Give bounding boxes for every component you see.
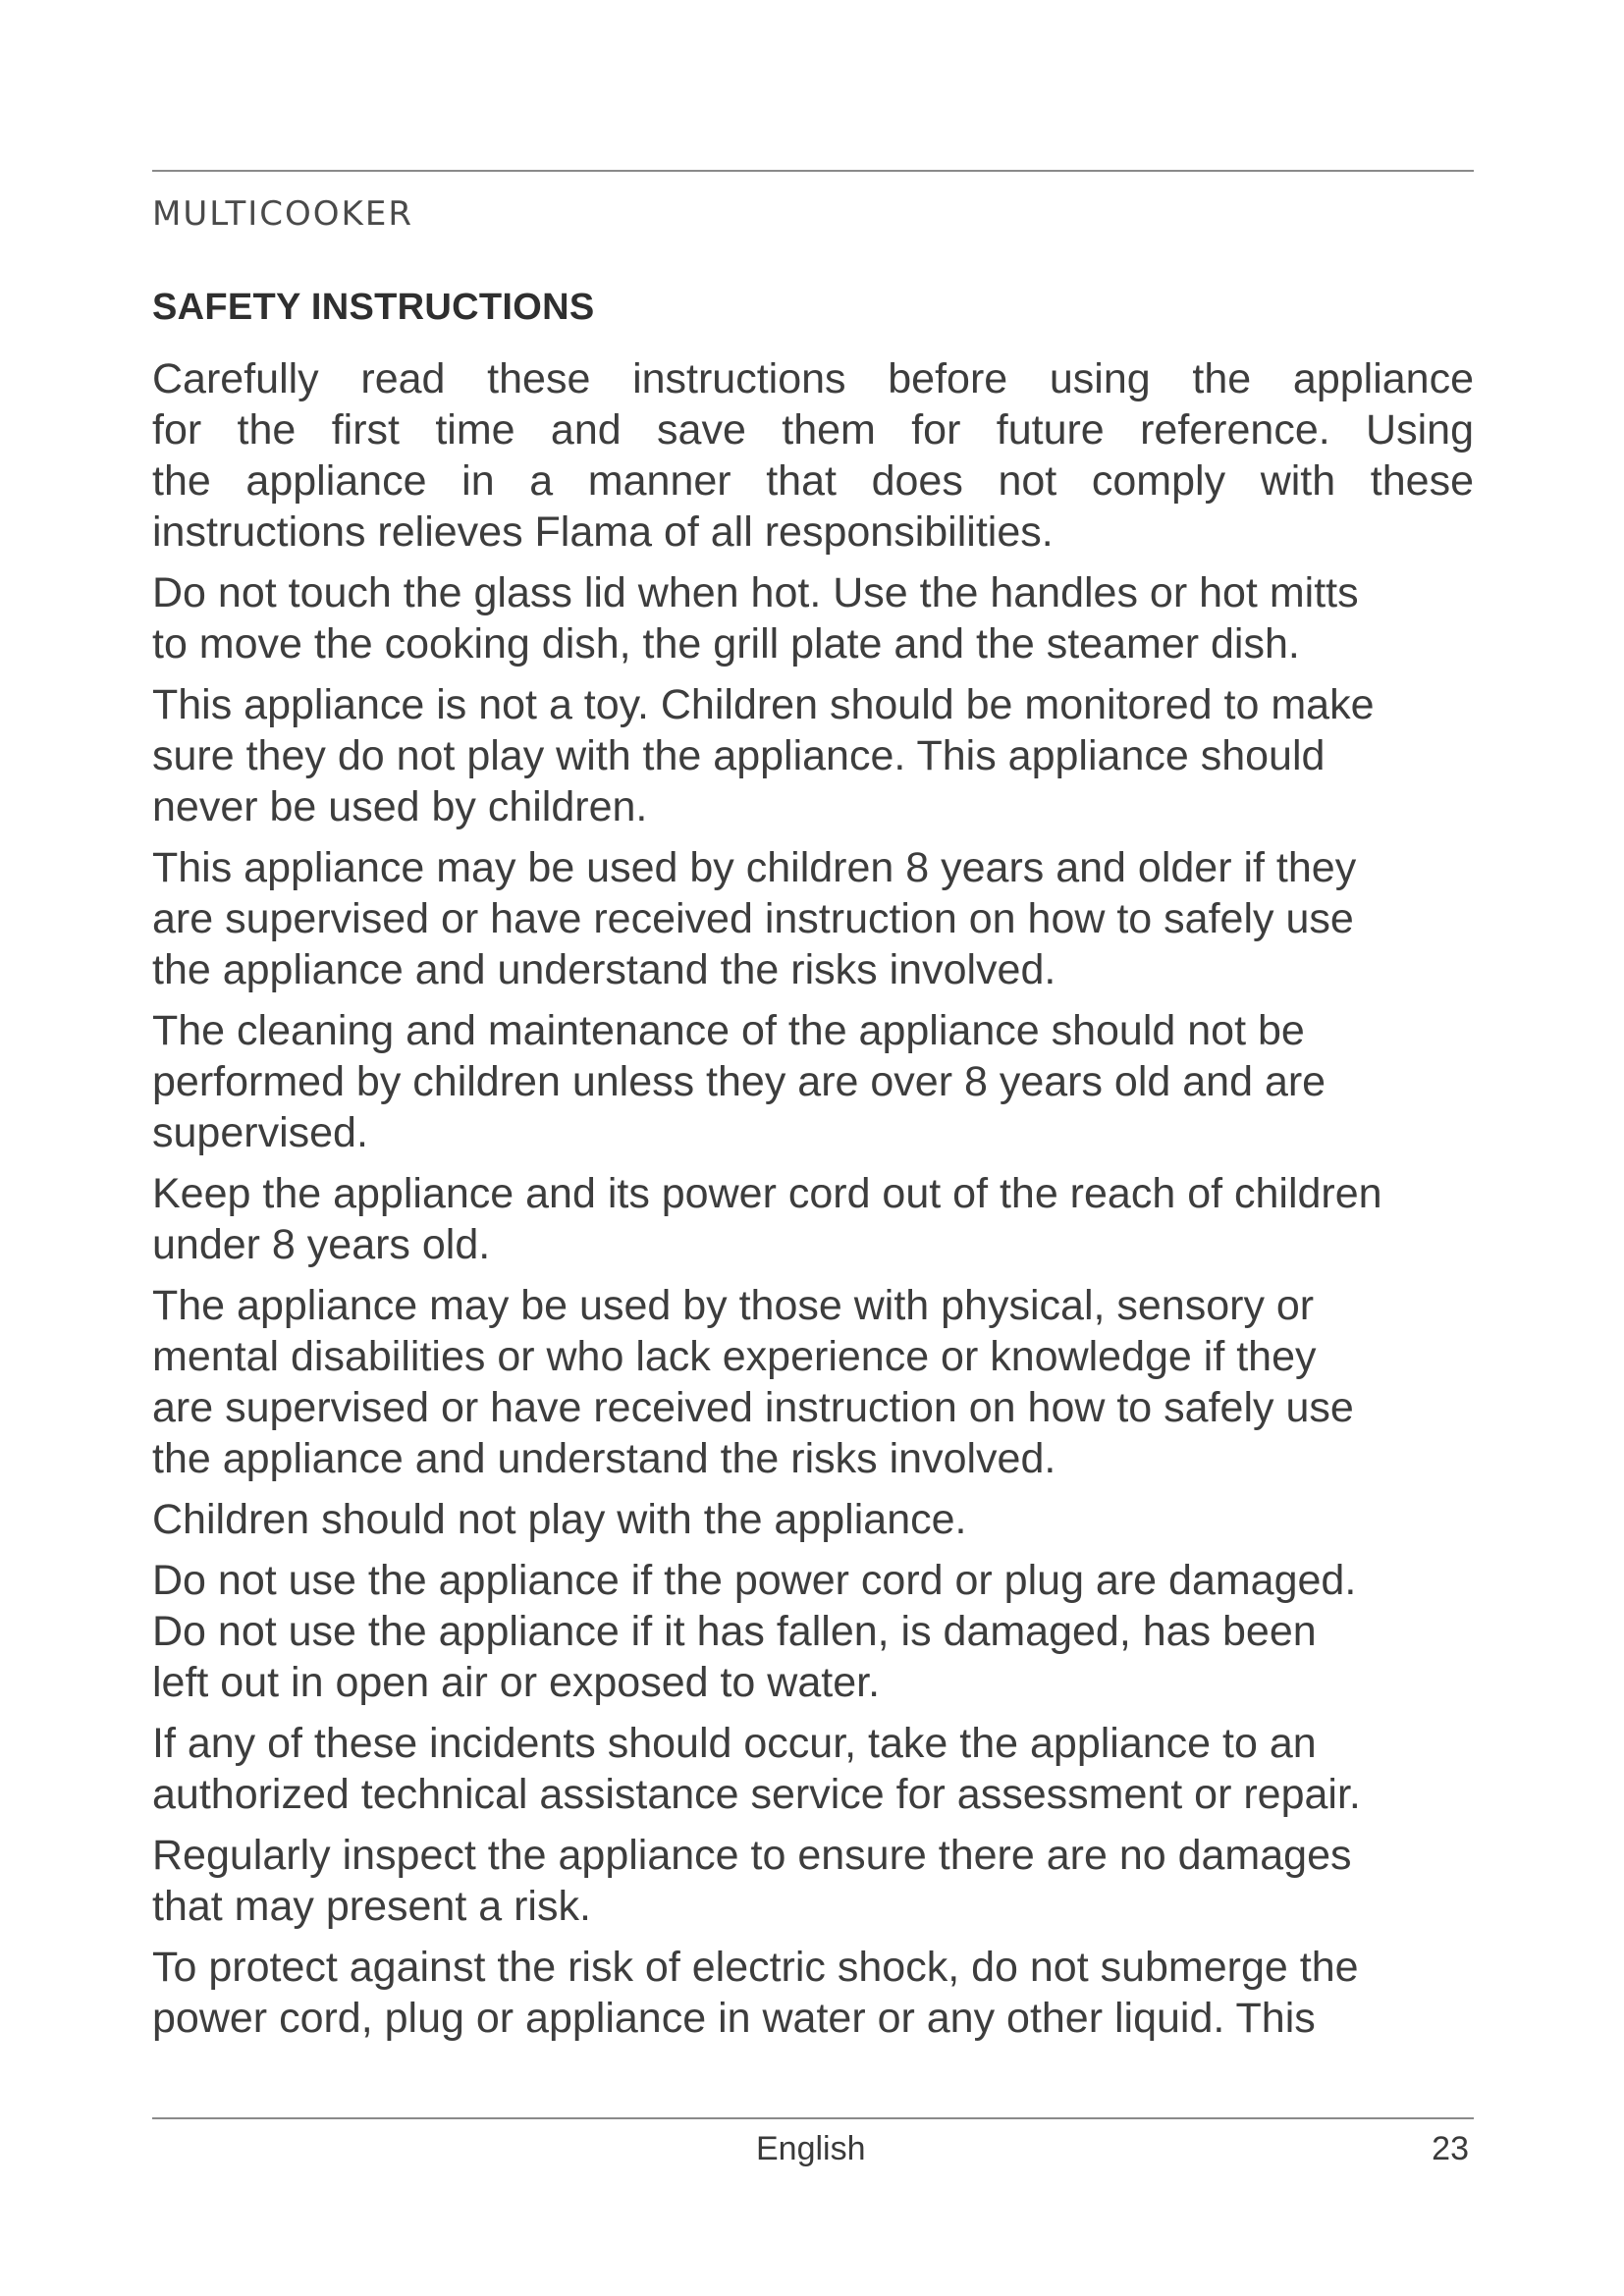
paragraph-line: Do not touch the glass lid when hot. Use the handles or hot mitts: [152, 569, 1359, 616]
instructions-body: [152, 353, 1527, 2054]
paragraph-inspect: [152, 1830, 1527, 1932]
paragraph-line: Carefully read these instructions before using the appliance: [152, 355, 1474, 402]
paragraph-line: are supervised or have received instruction on how to safely use: [152, 895, 1354, 942]
paragraph-line: under 8 years old.: [152, 1221, 491, 1268]
paragraph-line: performed by children unless they are over 8 years old and are: [152, 1058, 1326, 1105]
paragraph-line: The cleaning and maintenance of the appliance should not be: [152, 1007, 1305, 1054]
paragraph-line: sure they do not play with the appliance. This appliance should: [152, 732, 1326, 779]
paragraph-disabilities: [152, 1280, 1527, 1484]
paragraph-line: Keep the appliance and its power cord out of the reach of children: [152, 1170, 1382, 1217]
paragraph-line: that may present a risk.: [152, 1883, 591, 1930]
paragraph-line: to move the cooking dish, the grill plate and the steamer dish.: [152, 620, 1300, 667]
paragraph-line: instructions relieves Flama of all responsibilities.: [152, 508, 1054, 556]
paragraph-line: the appliance in a manner that does not comply with these: [152, 457, 1474, 505]
paragraph-line: Do not use the appliance if it has fallen, is damaged, has been: [152, 1608, 1317, 1655]
paragraph-cleaning: [152, 1005, 1527, 1158]
paragraph-no-play: [152, 1494, 1527, 1545]
paragraph-children-8-years: [152, 842, 1527, 995]
paragraph-line: never be used by children.: [152, 783, 648, 830]
paragraph-line: left out in open air or exposed to water.: [152, 1659, 881, 1706]
paragraph-line: are supervised or have received instruction on how to safely use: [152, 1384, 1354, 1431]
paragraph-line: If any of these incidents should occur, take the appliance to an: [152, 1720, 1317, 1767]
paragraph-line: for the first time and save them for future reference. Using: [152, 406, 1474, 454]
footer-divider: [152, 2117, 1474, 2119]
paragraph-intro: [152, 353, 1474, 558]
paragraph-repair: [152, 1718, 1527, 1820]
paragraph-line: the appliance and understand the risks involved.: [152, 946, 1056, 993]
paragraph-reach-of-children: [152, 1168, 1527, 1270]
page-number: 23: [1432, 2130, 1469, 2167]
paragraph-hot-lid: [152, 567, 1527, 669]
section-title: SAFETY INSTRUCTIONS: [152, 287, 595, 328]
paragraph-line: supervised.: [152, 1109, 368, 1156]
paragraph-line: This appliance may be used by children 8 years and older if they: [152, 844, 1357, 891]
paragraph-not-toy: [152, 679, 1527, 832]
paragraph-line: authorized technical assistance service for assessment or repair.: [152, 1771, 1361, 1818]
paragraph-line: mental disabilities or who lack experience or knowledge if they: [152, 1333, 1317, 1380]
paragraph-damaged-cord: [152, 1555, 1527, 1708]
paragraph-line: Children should not play with the appliance.: [152, 1496, 967, 1543]
paragraph-line: To protect against the risk of electric shock, do not submerge the: [152, 1944, 1359, 1991]
header-divider: [152, 170, 1474, 172]
product-header: MULTICOOKER: [152, 194, 413, 234]
paragraph-line: The appliance may be used by those with physical, sensory or: [152, 1282, 1315, 1329]
footer-language: English: [756, 2130, 866, 2167]
paragraph-line: the appliance and understand the risks involved.: [152, 1435, 1056, 1482]
paragraph-line: power cord, plug or appliance in water or any other liquid. This: [152, 1995, 1316, 2042]
paragraph-line: Do not use the appliance if the power cord or plug are damaged.: [152, 1557, 1357, 1604]
paragraph-line: This appliance is not a toy. Children should be monitored to make: [152, 681, 1375, 728]
paragraph-electric-shock: [152, 1942, 1527, 2044]
paragraph-line: Regularly inspect the appliance to ensure there are no damages: [152, 1832, 1352, 1879]
